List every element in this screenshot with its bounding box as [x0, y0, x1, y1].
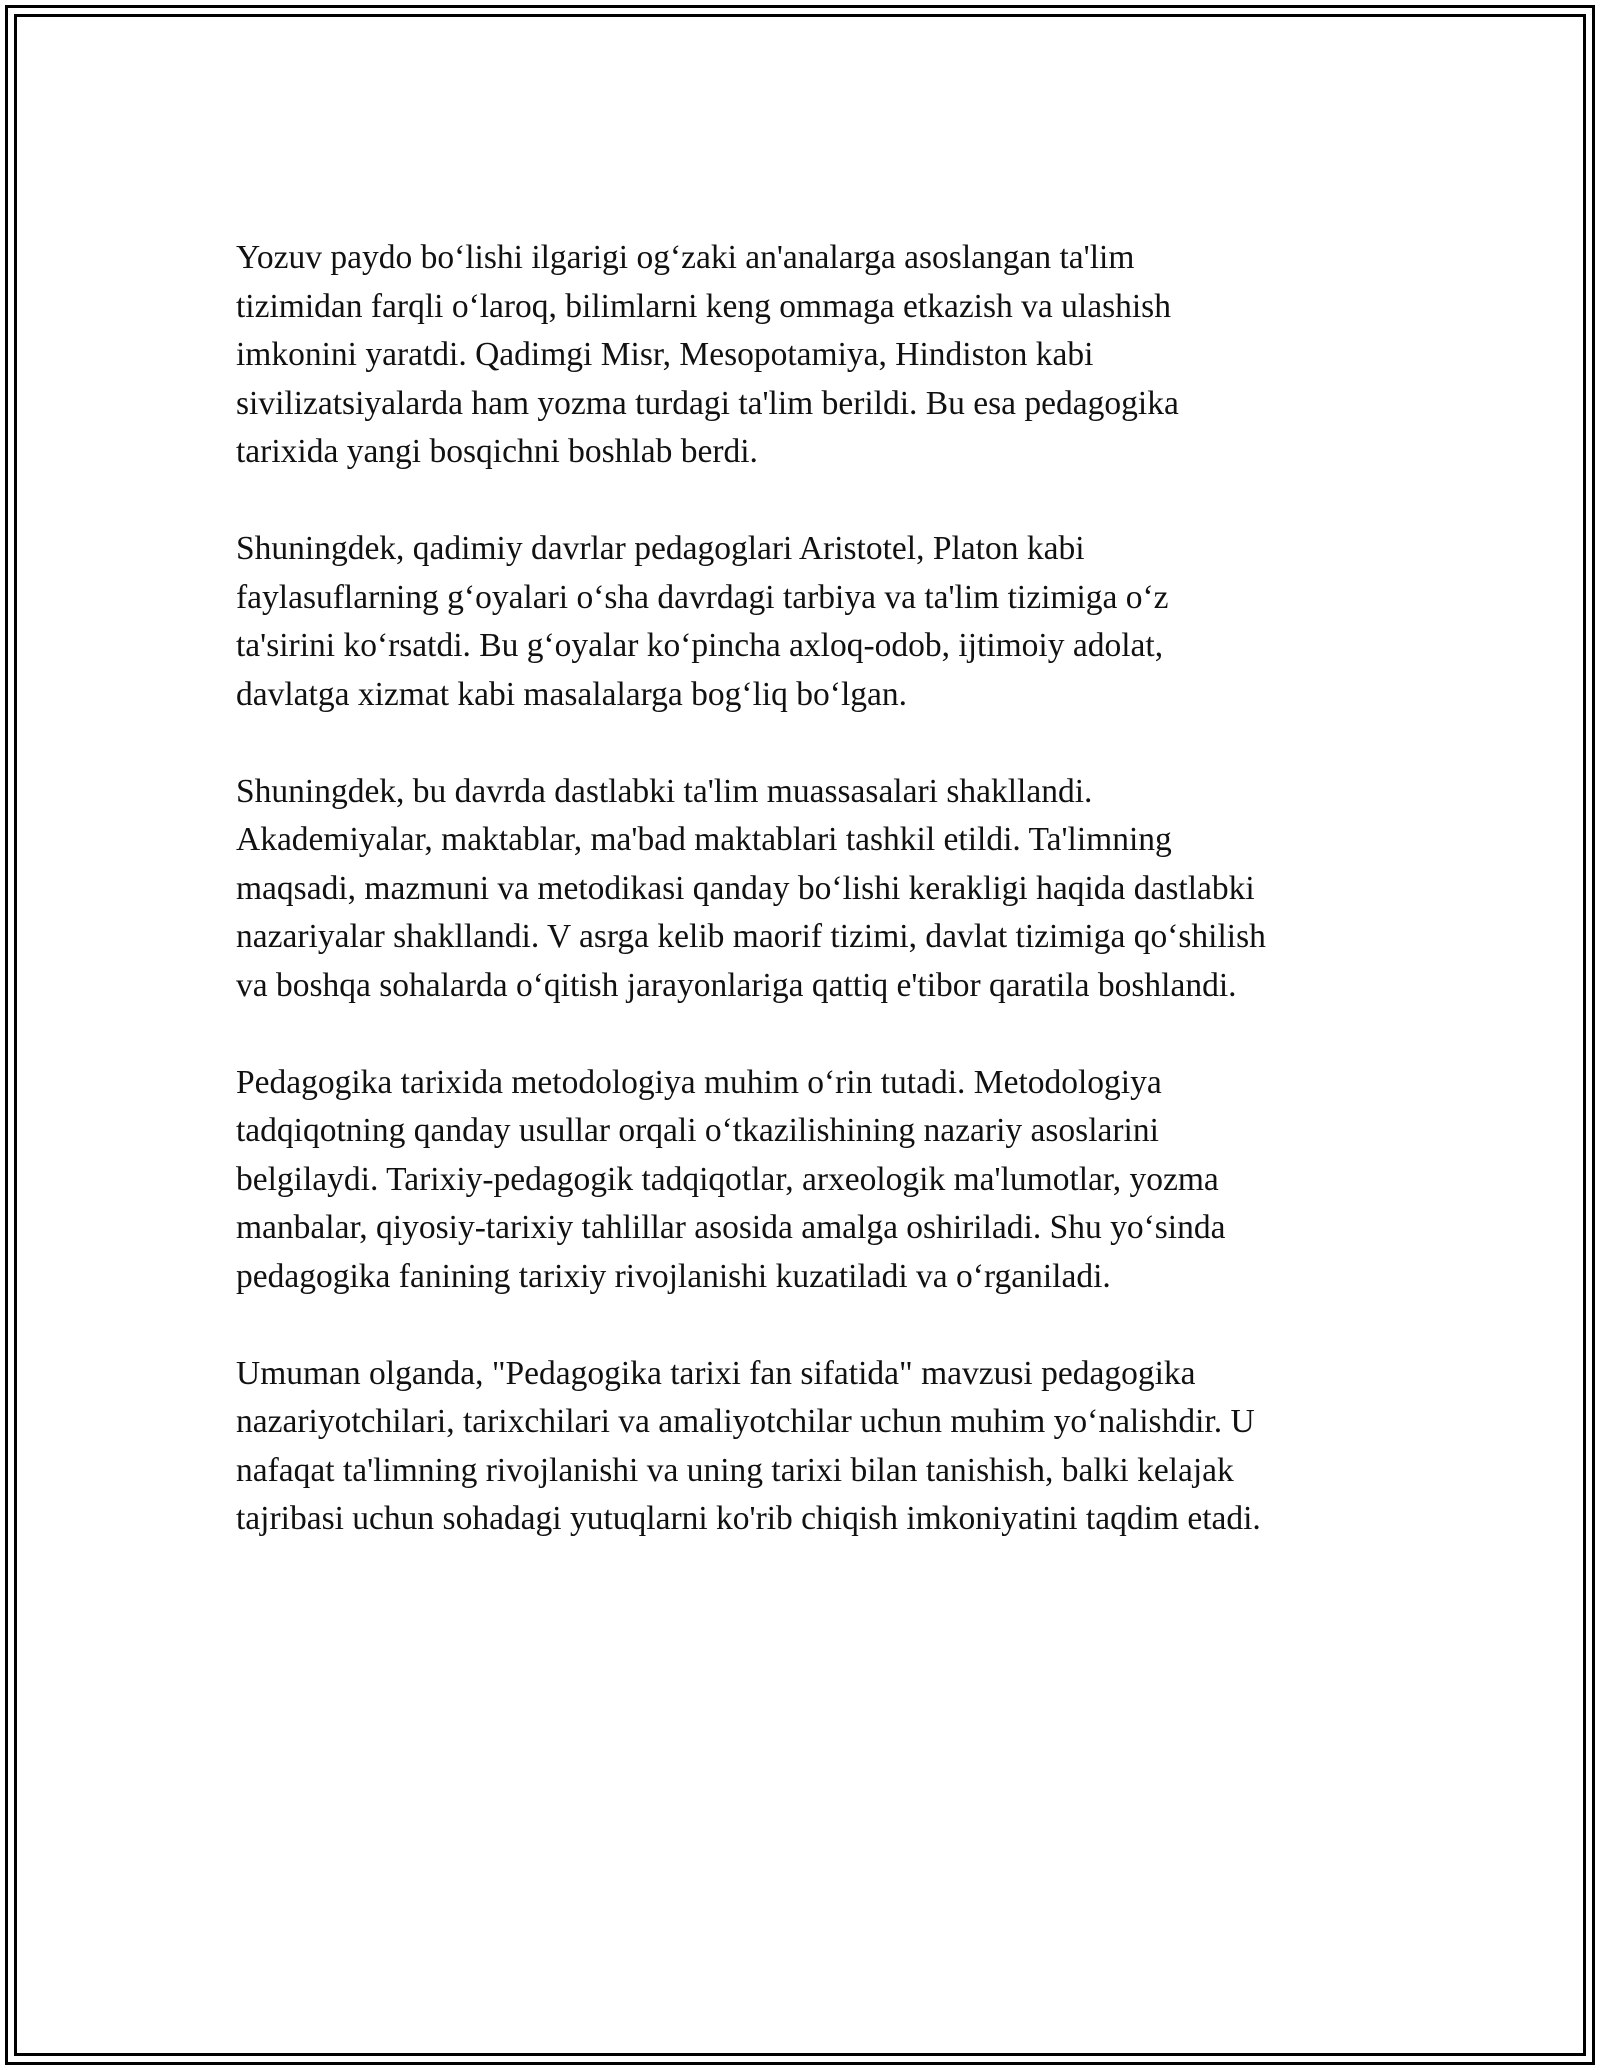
- paragraph-line: Shuningdek, qadimiy davrlar pedagoglari Aristotel, Platon kabi: [236, 530, 1085, 567]
- paragraph-line: tarixida yangi bosqichni boshlab berdi.: [236, 433, 758, 470]
- paragraph-line: tajribasi uchun sohadagi yutuqlarni ko'rib chiqish imkoniyatini taqdim etadi.: [236, 1500, 1261, 1537]
- paragraph-line: manbalar, qiyosiy-tarixiy tahlillar asosida amalga oshiriladi. Shu yo‘sinda: [236, 1209, 1226, 1246]
- paragraph-line: sivilizatsiyalarda ham yozma turdagi ta'lim berildi. Bu esa pedagogika: [236, 384, 1179, 422]
- document-body: [236, 234, 1436, 1592]
- paragraph-line: belgilaydi. Tarixiy-pedagogik tadqiqotlar, arxeologik ma'lumotlar, yozma: [236, 1160, 1219, 1198]
- paragraph-1: [236, 234, 1436, 477]
- paragraph-line: tizimidan farqli o‘laroq, bilimlarni keng ommaga etkazish va ulashish: [236, 287, 1171, 325]
- paragraph-line: nazariyotchilari, tarixchilari va amaliyotchilar uchun muhim yo‘nalishdir. U: [236, 1403, 1255, 1440]
- paragraph-line: Umuman olganda, "Pedagogika tarixi fan sifatida" mavzusi pedagogika: [236, 1354, 1196, 1392]
- paragraph-line: ta'sirini ko‘rsatdi. Bu g‘oyalar ko‘pincha axloq-odob, ijtimoiy adolat,: [236, 627, 1164, 664]
- paragraph-line: faylasuflarning g‘oyalari o‘sha davrdagi tarbiya va ta'lim tizimiga o‘z: [236, 578, 1169, 616]
- paragraph-line: nazariyalar shakllandi. V asrga kelib maorif tizimi, davlat tizimiga qo‘shilish: [236, 918, 1266, 955]
- paragraph-line: imkonini yaratdi. Qadimgi Misr, Mesopotamiya, Hindiston kabi: [236, 336, 1094, 373]
- paragraph-line: Yozuv paydo bo‘lishi ilgarigi og‘zaki an'analarga asoslangan ta'lim: [236, 239, 1135, 276]
- paragraph-line: nafaqat ta'limning rivojlanishi va uning tarixi bilan tanishish, balki kelajak: [236, 1451, 1234, 1489]
- paragraph-line: davlatga xizmat kabi masalalarga bog‘liq bo‘lgan.: [236, 675, 908, 713]
- paragraph-line: tadqiqotning qanday usullar orqali o‘tkazilishining nazariy asoslarini: [236, 1112, 1159, 1149]
- paragraph-line: va boshqa sohalarda o‘qitish jarayonlariga qattiq e'tibor qaratila boshlandi.: [236, 966, 1237, 1004]
- paragraph-3: [236, 768, 1436, 1011]
- paragraph-line: pedagogika fanining tarixiy rivojlanishi kuzatiladi va o‘rganiladi.: [236, 1257, 1111, 1295]
- paragraph-5: [236, 1350, 1436, 1544]
- paragraph-line: maqsadi, mazmuni va metodikasi qanday bo‘lishi kerakligi haqida dastlabki: [236, 869, 1255, 907]
- paragraph-line: Shuningdek, bu davrda dastlabki ta'lim muassasalari shakllandi.: [236, 772, 1093, 810]
- paragraph-line: Pedagogika tarixida metodologiya muhim o‘rin tutadi. Metodologiya: [236, 1063, 1162, 1101]
- paragraph-line: Akademiyalar, maktablar, ma'bad maktablari tashkil etildi. Ta'limning: [236, 821, 1172, 858]
- paragraph-4: [236, 1059, 1436, 1302]
- paragraph-2: [236, 525, 1436, 719]
